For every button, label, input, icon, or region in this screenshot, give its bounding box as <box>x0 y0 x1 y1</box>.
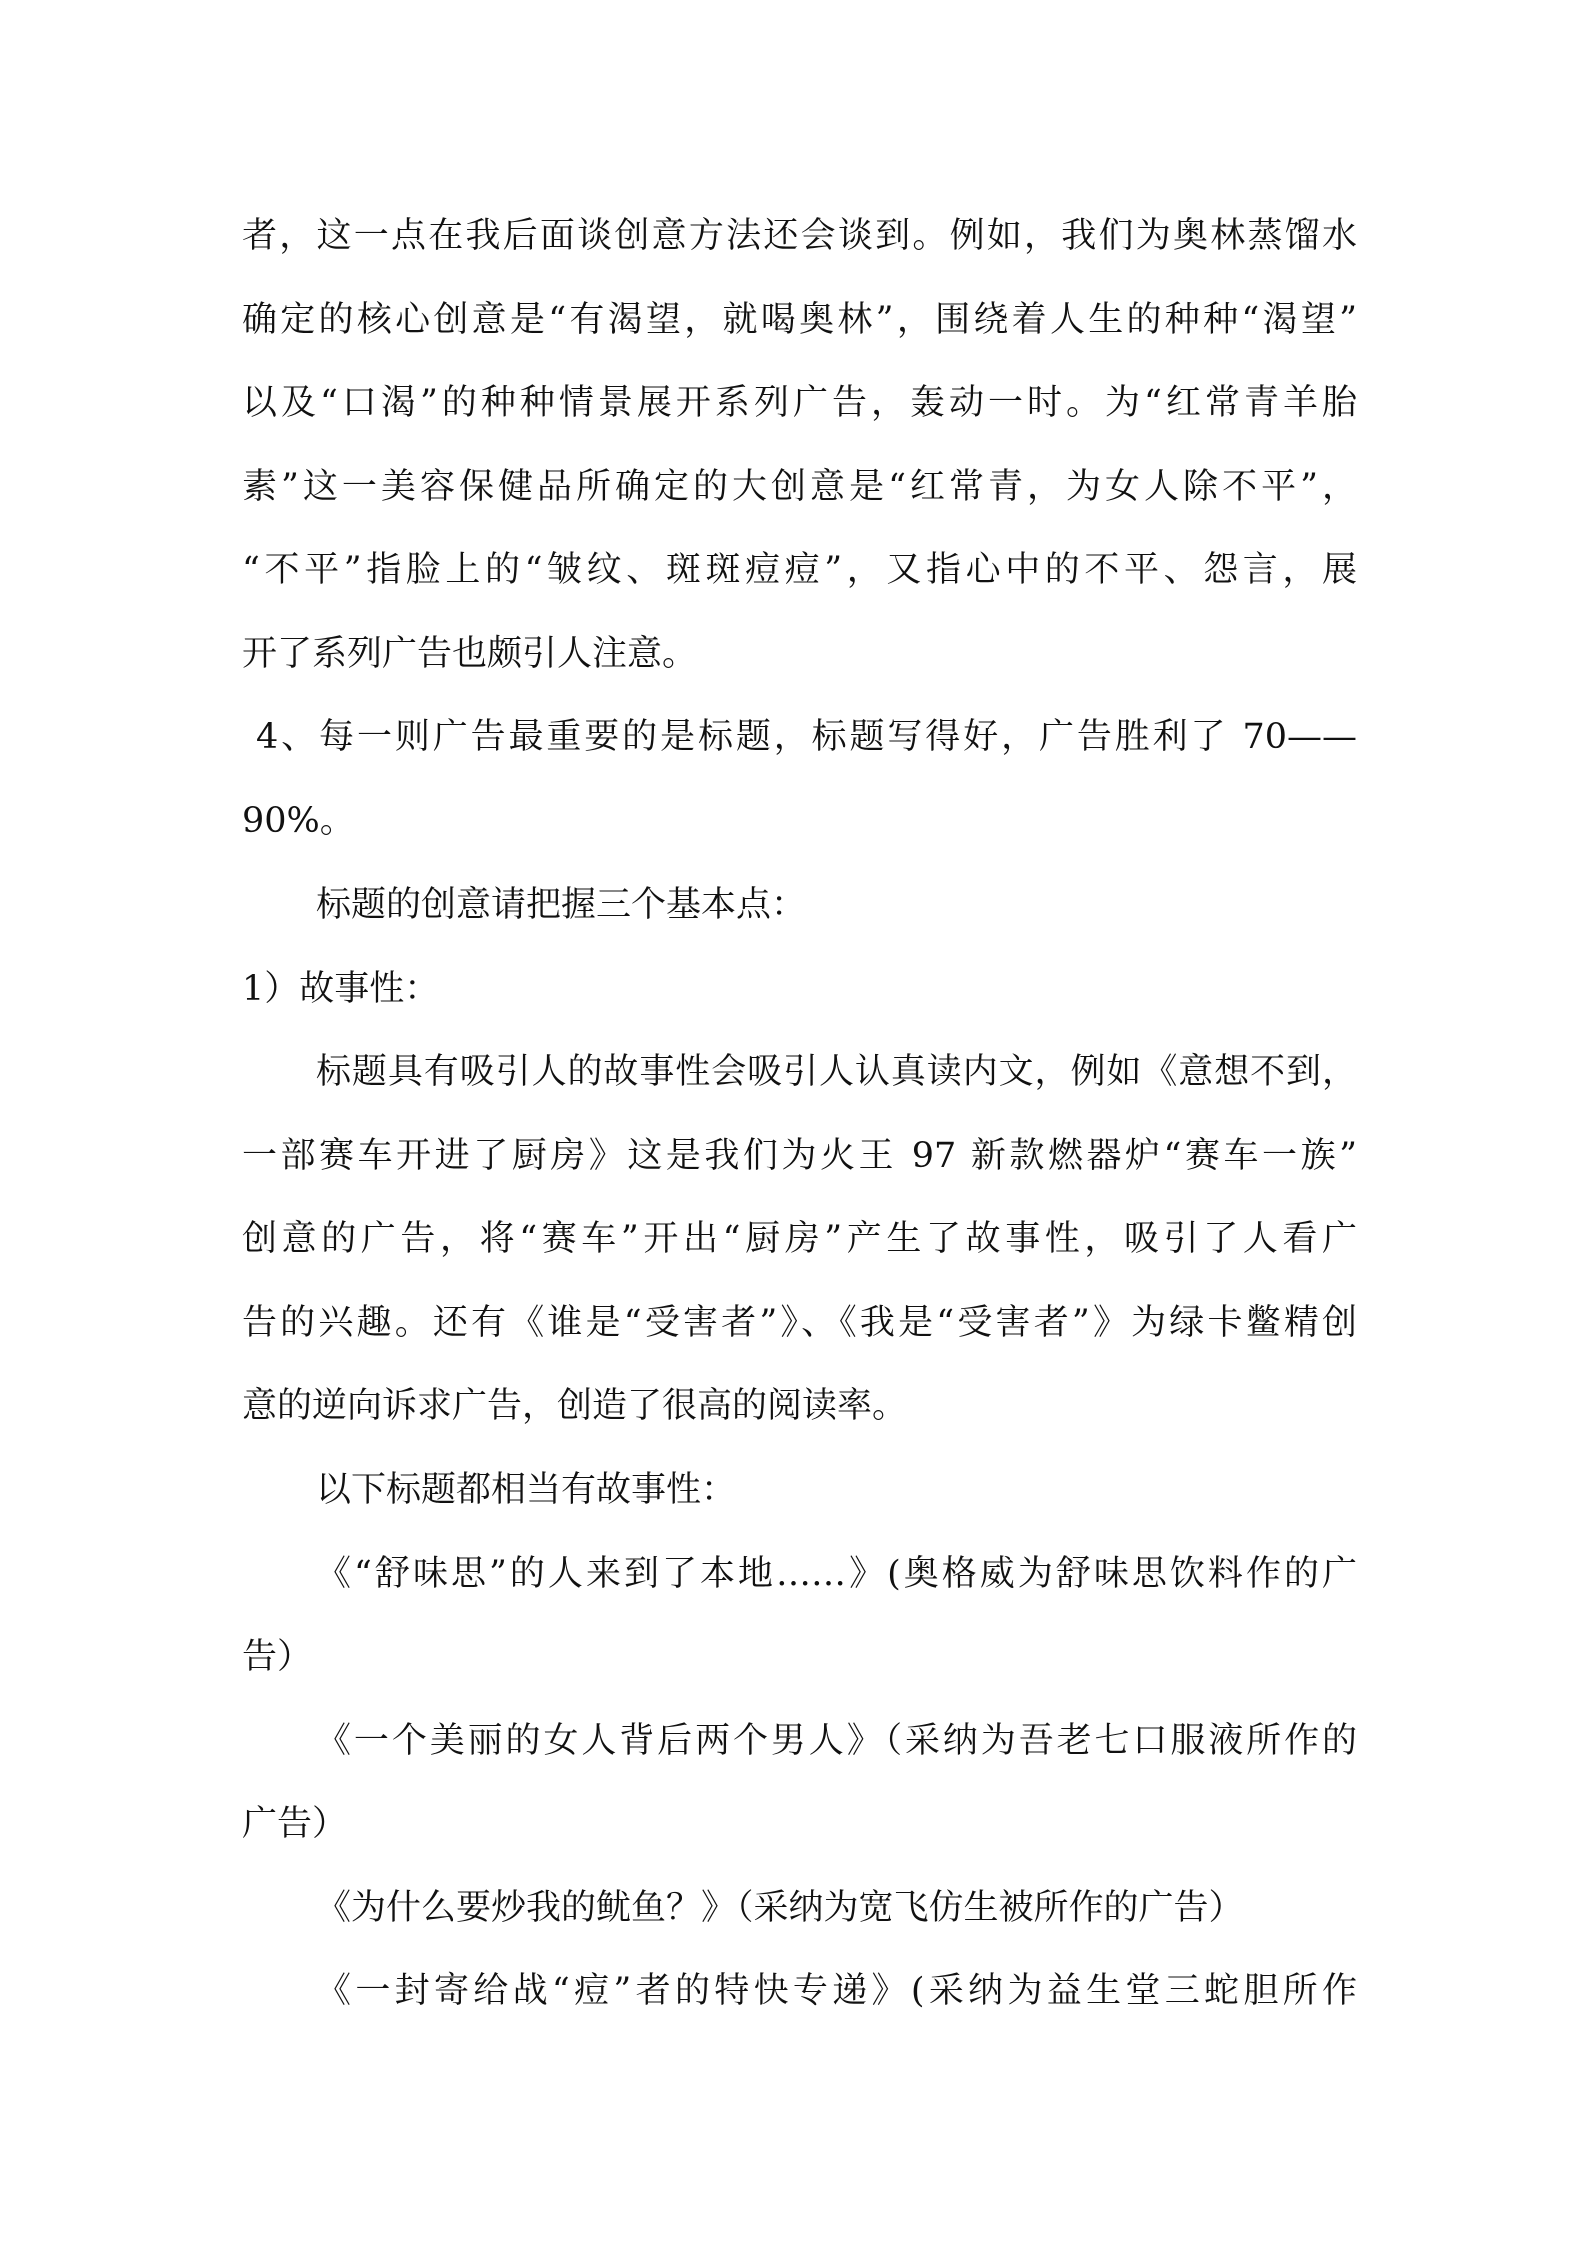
text-line: 意的逆向诉求广告，创造了很高的阅读率。 <box>242 1386 908 1426</box>
text-line: 《为什么要炒我的鱿鱼？》（采纳为宽飞仿生被所作的广告） <box>316 1888 1244 1928</box>
text-line: 开了系列广告也颇引人注意。 <box>242 634 698 674</box>
text-line: 告） <box>242 1637 313 1677</box>
section-heading: 1）故事性： <box>242 969 440 1009</box>
text-line: 确定的核心创意是“有渴望，就喝奥林”，围绕着人生的种种“渴望” <box>242 300 1357 340</box>
text-line: 者，这一点在我后面谈创意方法还会谈到。例如，我们为奥林蒸馏水 <box>242 216 1357 256</box>
text-line: 以及“口渴”的种种情景展开系列广告，轰动一时。为“红常青羊胎 <box>242 383 1357 423</box>
text-line: 90%。 <box>242 801 355 841</box>
text-line: 以下标题都相当有故事性： <box>316 1470 737 1510</box>
text-line: 《“舒味思”的人来到了本地……》(奥格威为舒味思饮料作的广 <box>316 1554 1357 1594</box>
text-line: 创意的广告，将“赛车”开出“厨房”产生了故事性，吸引了人看广 <box>242 1219 1357 1259</box>
text-line: 《一封寄给战“痘”者的特快专递》(采纳为益生堂三蛇胆所作 <box>316 1971 1357 2011</box>
text-line: 标题的创意请把握三个基本点： <box>316 885 807 925</box>
text-line: 标题具有吸引人的故事性会吸引人认真读内文，例如《意想不到， <box>316 1052 1357 1092</box>
text-line: 一部赛车开进了厨房》这是我们为火王 97 新款燃器炉“赛车一族” <box>242 1136 1357 1176</box>
text-line: 广告） <box>242 1804 348 1844</box>
text-line: 告的兴趣。还有《谁是“受害者”》、《我是“受害者”》为绿卡鳖精创 <box>242 1303 1357 1343</box>
text-line: 《一个美丽的女人背后两个男人》（采纳为吾老七口服液所作的 <box>316 1721 1357 1761</box>
text-line: 素”这一美容保健品所确定的大创意是“红常青，为女人除不平”， <box>242 467 1357 507</box>
text-line: “不平”指脸上的“皱纹、斑斑痘痘”，又指心中的不平、怨言，展 <box>242 550 1357 590</box>
text-line: 4、每一则广告最重要的是标题，标题写得好，广告胜利了 70—— <box>256 717 1357 757</box>
